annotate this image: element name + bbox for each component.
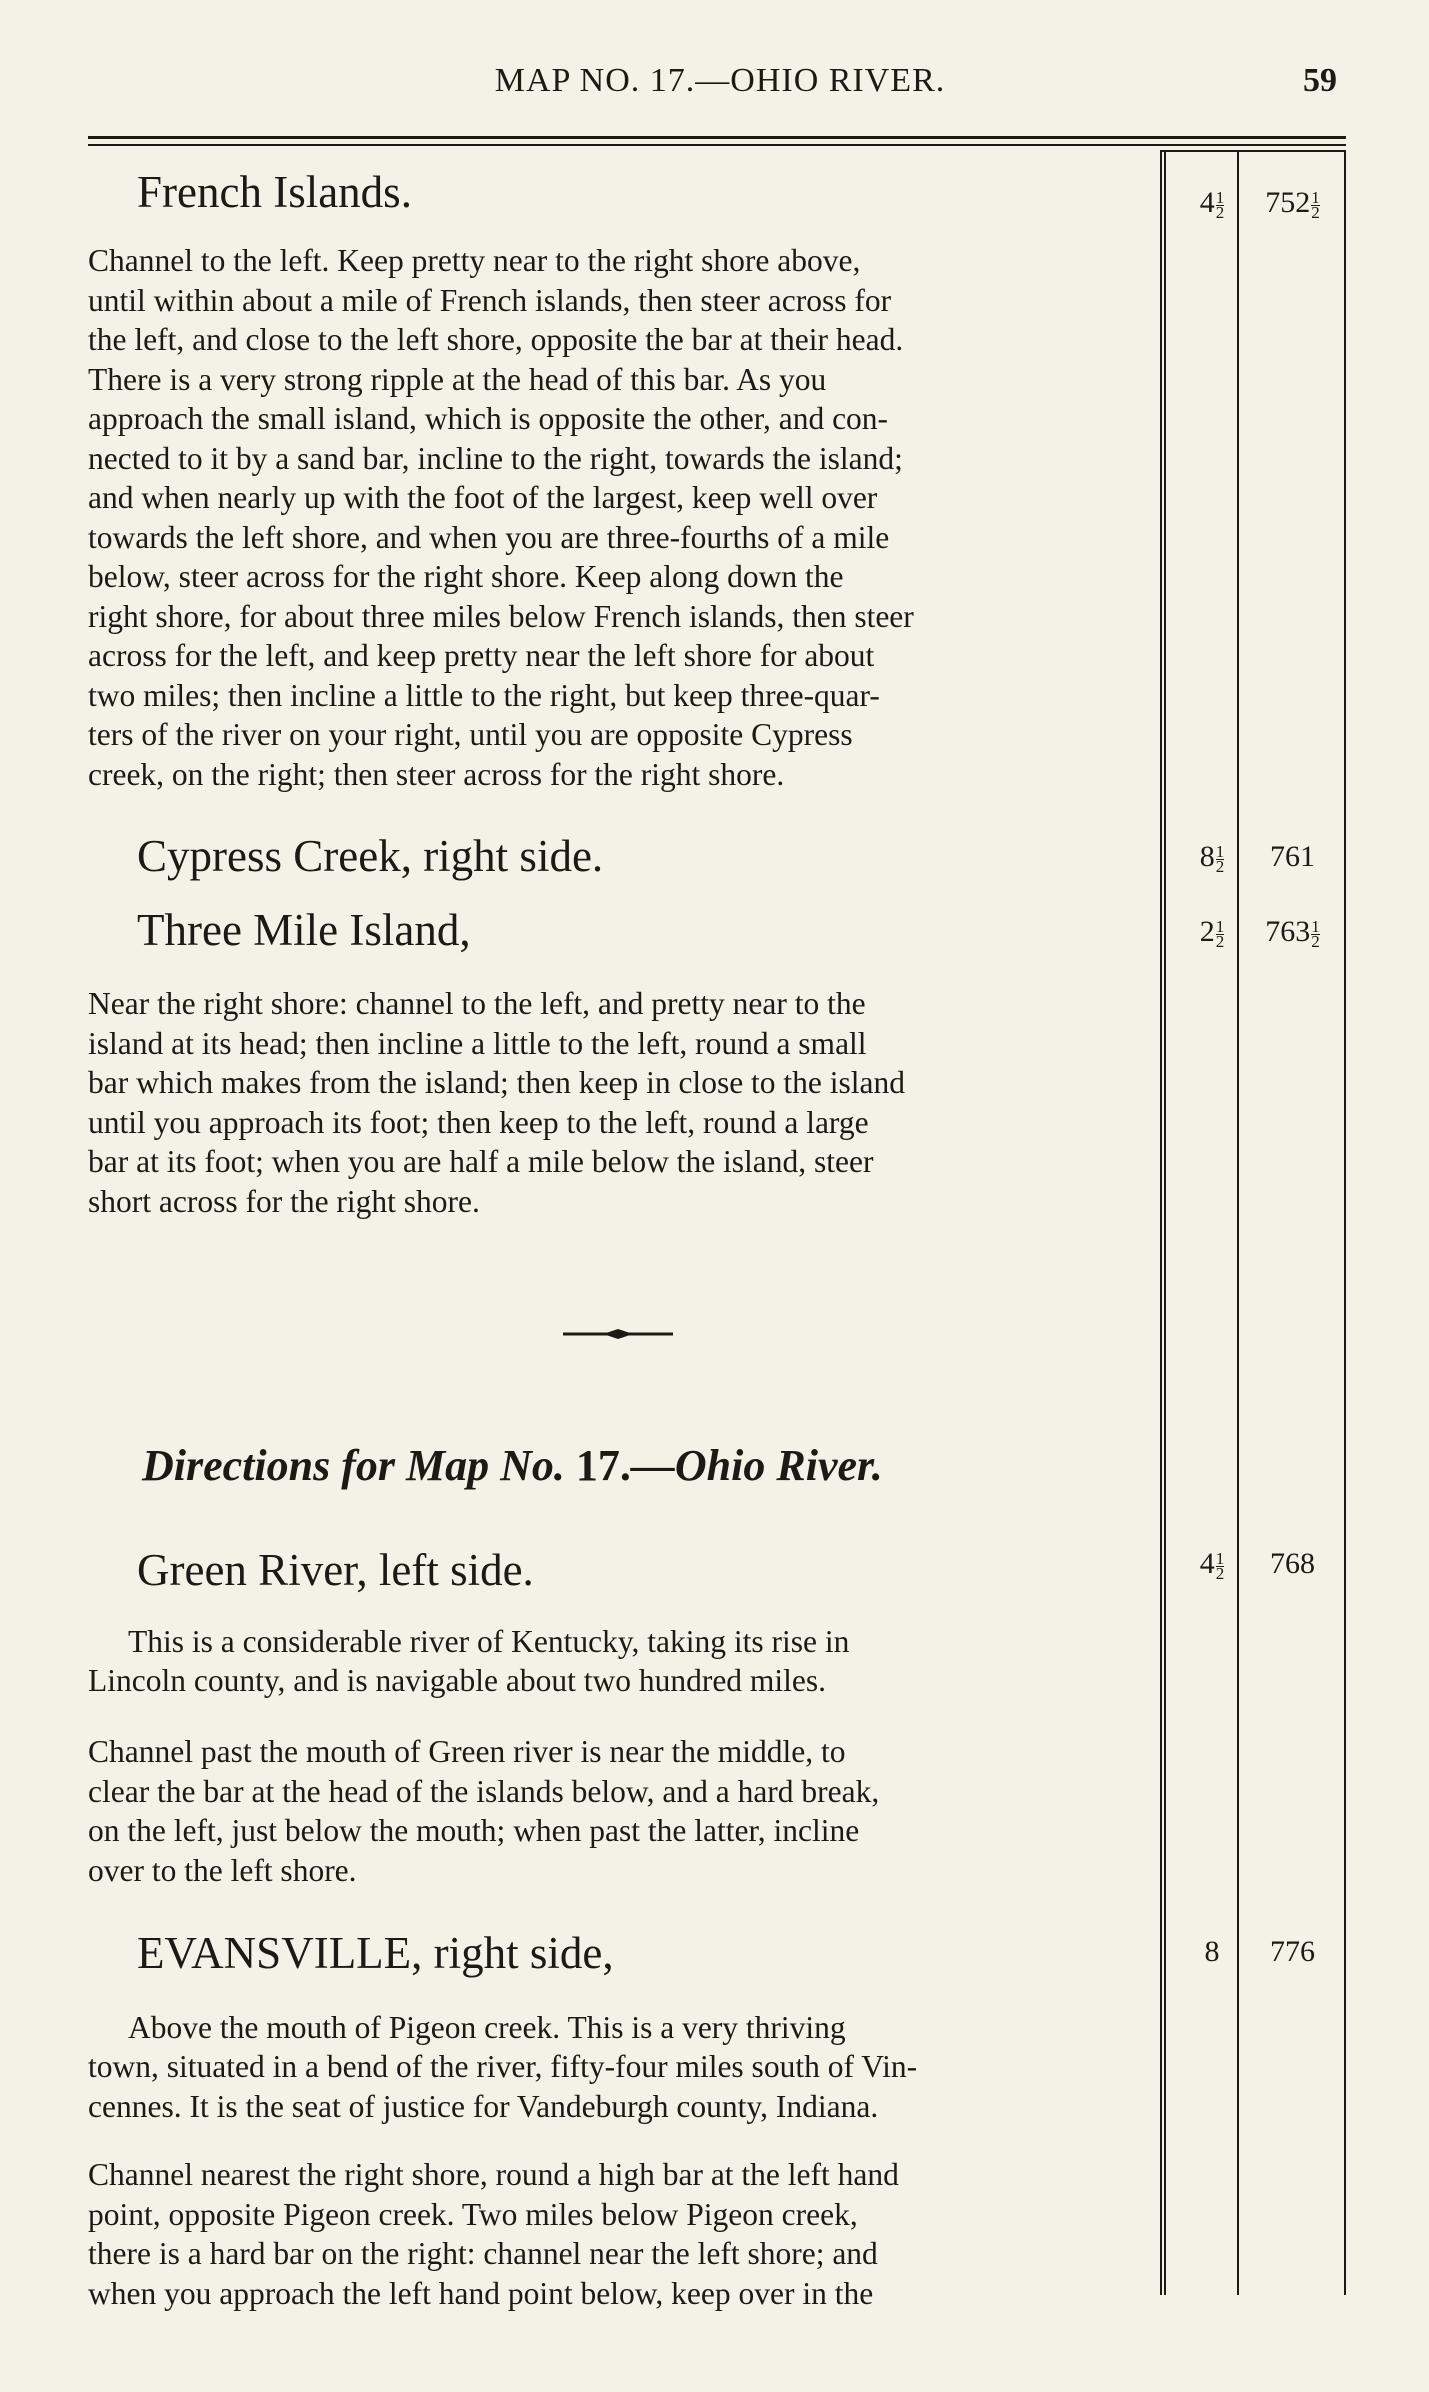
- total-evansville: 776: [1270, 1935, 1315, 1968]
- paragraph-green-river-1: [88, 1622, 1150, 1662]
- paragraph-evansville-1: [88, 2047, 1150, 2126]
- text-line: the left, and close to the left shore, opposite the bar at their head.: [88, 322, 904, 357]
- distance-whole: 4: [1199, 1547, 1215, 1580]
- text-line: bar which makes from the island; then keep in close to the island: [88, 1065, 906, 1100]
- text-line: nected to it by a sand bar, incline to the right, towards the island;: [88, 440, 903, 476]
- column-rule-left-b: [1164, 150, 1166, 2295]
- distance-evansville: 8: [1204, 1935, 1220, 1968]
- text-line: Channel to the left. Keep pretty near to the right shore above,: [88, 243, 861, 278]
- half-fraction: [1215, 1548, 1225, 1583]
- paragraph-evansville-2: [88, 2155, 1150, 2313]
- directions-title-part1: Directions for Map No.: [142, 1441, 576, 1490]
- text-line: creek, on the right; then steer across for the right shore.: [88, 756, 785, 792]
- text-line: Channel past the mouth of Green river is near the middle, to: [88, 1734, 846, 1769]
- frac-numerator: 1: [1311, 187, 1320, 207]
- column-rule-middle: [1237, 150, 1239, 2295]
- text-line: approach the small island, which is opposite the other, and con-: [88, 401, 889, 436]
- paragraph-green-river-1b: [88, 1661, 1150, 1701]
- text-line: across for the left, and keep pretty near the left shore for about: [88, 638, 875, 673]
- column-rule-left-a: [1160, 150, 1162, 2295]
- text-line: until you approach its foot; then keep to the left, round a large: [88, 1104, 869, 1140]
- text-line: There is a very strong ripple at the head of this bar. As you: [88, 361, 827, 397]
- paragraph-evansville-1a: [88, 2008, 1150, 2048]
- distance-cypress-creek: [1182, 840, 1242, 874]
- text-line: below, steer across for the right shore. Keep along down the: [88, 559, 844, 594]
- text-line: Channel nearest the right shore, round a high bar at the left hand: [88, 2157, 899, 2192]
- paragraph-three-mile-island: [88, 984, 1150, 1221]
- frac-denominator: 2: [1311, 202, 1320, 222]
- distance-green-river: [1182, 1547, 1242, 1581]
- directions-title-part3: —Ohio River.: [630, 1441, 883, 1490]
- text-line: over to the left shore.: [88, 1852, 357, 1888]
- heading-green-river: Green River, left side.: [137, 1545, 534, 1595]
- frac-numerator: 1: [1215, 916, 1225, 936]
- paragraph-french-islands: [88, 241, 1150, 794]
- half-fraction: [1215, 187, 1225, 222]
- column-top-rule: [1160, 150, 1346, 152]
- frac-numerator: 1: [1215, 1548, 1225, 1568]
- total-whole: 752: [1265, 186, 1311, 219]
- total-french-islands: [1240, 186, 1345, 220]
- text-line: ters of the river on your right, until you are opposite Cypress: [88, 717, 853, 752]
- directions-title: [142, 1440, 883, 1491]
- distance-french-islands: [1182, 186, 1242, 220]
- total-green-river: 768: [1270, 1547, 1315, 1580]
- text-line: two miles; then incline a little to the right, but keep three-quar-: [88, 677, 880, 713]
- distance-three-mile-island: [1182, 915, 1242, 949]
- half-fraction: [1215, 916, 1225, 951]
- frac-denominator: 2: [1311, 931, 1320, 951]
- ornament-divider: [563, 1328, 673, 1340]
- text-line: and when nearly up with the foot of the largest, keep well over: [88, 480, 878, 515]
- header-rule-thick: [88, 136, 1346, 139]
- half-fraction: [1215, 841, 1225, 876]
- frac-denominator: 2: [1215, 202, 1225, 222]
- header-rule-thin: [88, 144, 1346, 146]
- half-fraction: [1311, 916, 1320, 951]
- text-line: island at its head; then incline a little to the left, round a small: [88, 1025, 867, 1061]
- distance-whole: 4: [1199, 186, 1215, 219]
- heading-cypress-creek: Cypress Creek, right side.: [137, 831, 604, 881]
- frac-numerator: 1: [1311, 916, 1320, 936]
- page-number: 59: [1303, 62, 1337, 99]
- heading-three-mile-island: Three Mile Island,: [137, 905, 471, 955]
- text-line: This is a considerable river of Kentucky, taking its rise in: [128, 1624, 850, 1659]
- heading-evansville: EVANSVILLE, right side,: [137, 1928, 614, 1978]
- total-three-mile-island: [1240, 915, 1345, 949]
- text-line: point, opposite Pigeon creek. Two miles below Pigeon creek,: [88, 2196, 858, 2232]
- half-fraction: [1311, 187, 1320, 222]
- frac-denominator: 2: [1215, 856, 1225, 876]
- text-line: Near the right shore: channel to the left, and pretty near to the: [88, 986, 866, 1021]
- text-line: short across for the right shore.: [88, 1183, 480, 1219]
- text-line: there is a hard bar on the right: channel near the left shore; and: [88, 2236, 878, 2271]
- text-line: Above the mouth of Pigeon creek. This is a very thriving: [128, 2010, 846, 2045]
- running-head: MAP NO. 17.—OHIO RIVER.: [494, 62, 946, 99]
- text-line: when you approach the left hand point below, keep over in the: [88, 2275, 874, 2311]
- text-line: bar at its foot; when you are half a mile below the island, steer: [88, 1144, 874, 1179]
- total-whole: 763: [1265, 915, 1311, 948]
- frac-numerator: 1: [1215, 841, 1225, 861]
- column-rule-right: [1344, 150, 1346, 2295]
- text-line: right shore, for about three miles below French islands, then steer: [88, 598, 914, 634]
- directions-title-number: 17.: [575, 1441, 631, 1490]
- text-line: town, situated in a bend of the river, fifty-four miles south of Vin-: [88, 2049, 918, 2084]
- text-line: Lincoln county, and is navigable about two hundred miles.: [88, 1663, 827, 1698]
- frac-numerator: 1: [1215, 187, 1225, 207]
- distance-whole: 2: [1199, 915, 1215, 948]
- text-line: clear the bar at the head of the islands below, and a hard break,: [88, 1773, 880, 1809]
- frac-denominator: 2: [1215, 931, 1225, 951]
- frac-denominator: 2: [1215, 1563, 1225, 1583]
- text-line: until within about a mile of French islands, then steer across for: [88, 282, 892, 318]
- total-cypress-creek: 761: [1270, 840, 1315, 873]
- text-line: towards the left shore, and when you are three-fourths of a mile: [88, 519, 890, 555]
- paragraph-green-river-2: [88, 1732, 1150, 1890]
- heading-french-islands: French Islands.: [137, 167, 412, 217]
- text-line: on the left, just below the mouth; when past the latter, incline: [88, 1813, 860, 1848]
- distance-whole: 8: [1199, 840, 1215, 873]
- text-line: cennes. It is the seat of justice for Vandeburgh county, Indiana.: [88, 2088, 879, 2124]
